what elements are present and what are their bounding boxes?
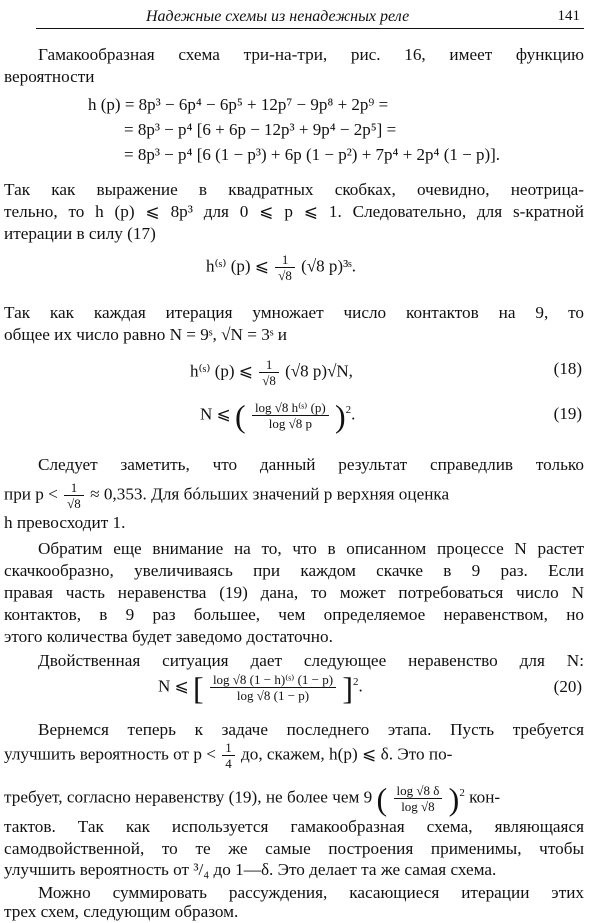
equation-line [190, 357, 353, 388]
equation-line: N ⩽ ( $\frac{\text{log √8 h⁽ˢ⁾ (p)}}{\log √8 p}$ )$^2$. [200, 397, 356, 434]
text-line: правая часть неравенства (19) дана, то может потребоваться число N [4, 583, 584, 602]
text-line: тактов. Так как используется гамакообразная схема, являющаяся [4, 817, 584, 836]
text-line: Обратим еще внимание на то, что в описанном процессе N растет [38, 539, 584, 558]
fraction: $\frac{1}{√8}$ [275, 252, 295, 283]
text-line: Можно суммировать рассуждения, касающиеся итерации этих [38, 883, 584, 902]
text-line: трех схем, следующим образом. [4, 902, 239, 921]
eq-rhs: (√8 p)√N, [285, 361, 353, 381]
equation-number: (20) [553, 677, 582, 696]
text-line: этого количества будет заведомо достаточно. [4, 627, 333, 646]
text-segment: до, скажем, h(p) ⩽ δ. Это по- [241, 744, 453, 764]
eq-lhs: N ⩽ [158, 676, 189, 696]
text-line: Следует заметить, что данный результат справедлив только [38, 455, 584, 474]
fraction: $\frac{1}{√8}$ [259, 357, 279, 388]
fraction: $\frac{\log √8 \delta}{\log √8}$ [394, 783, 443, 814]
text-line: Так как каждая итерация умножает число контактов на 9, то [4, 303, 584, 322]
bracket: ) [335, 397, 346, 434]
text-line: общее их число равно N = 9ˢ, √N = 3ˢ и [4, 325, 287, 344]
fraction: $\frac{\text{log √8 h⁽ˢ⁾ (p)}}{\log √8 p}$ [252, 400, 329, 431]
equation-line: h (p) = 8p³ − 6p⁴ − 6p⁵ + 12p⁷ − 9p⁸ + 2p⁹ = [88, 95, 389, 114]
fraction: $\frac{1}{√8}$ [64, 480, 84, 511]
equation-line: = 8p³ − p⁴ [6 + 6p − 12p³ + 9p⁴ − 2p⁵] = [124, 120, 397, 139]
equation-number: (18) [553, 359, 582, 378]
text-line [4, 740, 584, 771]
text-line: тельно, то h (p) ⩽ 8p³ для 0 ⩽ p ⩽ 1. Следовательно, для s-кратной [4, 202, 584, 221]
text-line [4, 480, 584, 511]
text-line: контактов, в 9 раз большее, чем определяемое неравенством, но [4, 605, 584, 624]
bracket: [ [193, 669, 204, 706]
eq-lhs: h⁽ˢ⁾ (p) ⩽ [206, 256, 270, 276]
page-header [36, 6, 584, 29]
exponent: 2 [459, 787, 465, 799]
text-segment: при p < [4, 484, 58, 504]
text-line: самодвойственной, то те же самые построения применимы, чтобы [4, 839, 584, 858]
eq-lhs: N ⩽ [200, 404, 231, 424]
eq-rhs: (√8 p)³ˢ. [301, 256, 357, 276]
text-line: Так как выражение в квадратных скобках, очевидно, неотрица- [4, 180, 584, 199]
text-line: Вернемся теперь к задаче последнего этапа. Пусть требуется [38, 720, 584, 739]
equation-line [206, 252, 356, 283]
bracket: ] [342, 669, 353, 706]
text-line: Гамакообразная схема три-на-три, рис. 16, имеет функцию [38, 45, 584, 64]
bracket: ( [376, 780, 388, 817]
text-line: вероятности [4, 67, 95, 86]
text-segment: улучшить вероятность от p < [4, 744, 216, 764]
text-segment: кон- [469, 787, 501, 807]
fraction: $\frac{1}{4}$ [222, 740, 235, 771]
text-line: h превосходит 1. [4, 513, 126, 532]
text-line [4, 780, 584, 817]
text-line: итерации в силу (17) [4, 224, 156, 243]
bracket: ) [448, 780, 460, 817]
fraction: $\frac{\text{log √8 (1 − h)⁽ˢ⁾ (1 − p)}}{\log √8 (1 - p)}$ [210, 672, 336, 703]
text-segment: ≈ 0,353. Для бóльших значений p верхняя оценка [90, 484, 450, 504]
equation-line: N ⩽ [ $\frac{\text{log √8 (1 − h)⁽ˢ⁾ (1 − p)}}{\log √8 (1 - p)}$ ]$^2$. [158, 669, 363, 706]
exponent: 2 [345, 404, 352, 416]
exponent: 2 [352, 676, 359, 688]
text-line: скачкообразно, увеличиваясь при каждом скачке в 9 раз. Если [4, 561, 584, 580]
text-line: улучшить вероятность от ³/₄ до 1—δ. Это делает та же самая схема. [4, 860, 497, 879]
running-title: Надежные схемы из ненадежных реле [146, 8, 410, 25]
bracket: ( [235, 397, 246, 434]
text-line: Двойственная ситуация дает следующее неравенство для N: [38, 651, 584, 670]
page-number: 141 [557, 8, 580, 24]
equation-line: = 8p³ − p⁴ [6 (1 − p³) + 6p (1 − p²) + 7p⁴ + 2p⁴ (1 − p)]. [124, 145, 501, 164]
eq-lhs: h⁽ˢ⁾ (p) ⩽ [190, 361, 254, 381]
equation-number: (19) [553, 404, 582, 423]
text-segment: требует, согласно неравенству (19), не более чем 9 [4, 787, 373, 807]
